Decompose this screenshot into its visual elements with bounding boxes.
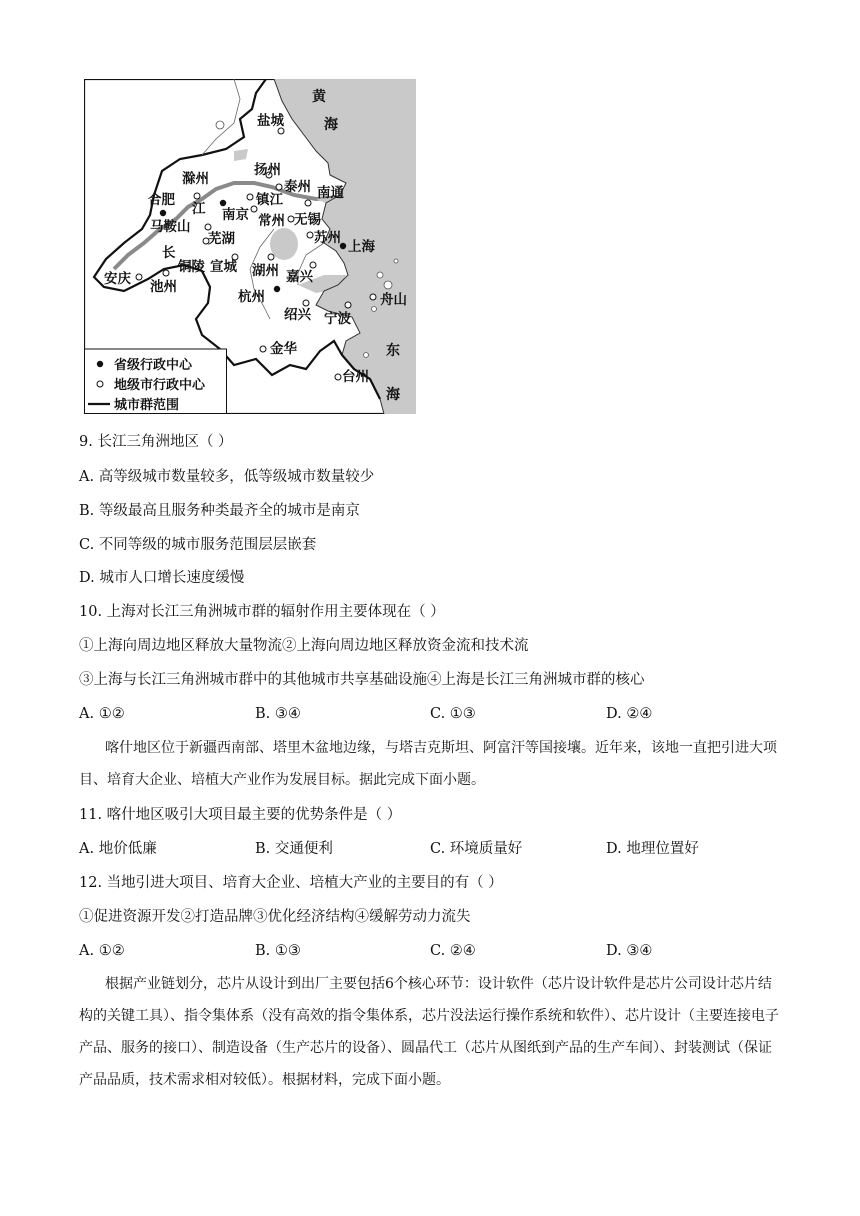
city-label-zhoushan: 舟山 bbox=[380, 292, 407, 308]
question-9-option-c: C. 不同等级的城市服务范围层层嵌套 bbox=[79, 537, 317, 553]
question-10-option-b: B. ③④ bbox=[255, 706, 301, 722]
city-label-chang: 长 bbox=[162, 245, 176, 261]
city-label-taizhou-zj: 台州 bbox=[342, 369, 369, 385]
passage-kashgar-text: 喀什地区位于新疆西南部、塔里木盆地边缘，与塔吉克斯坦、阿富汗等国接壤。近年来，该地一直把引进大项目、培育大企业、培植大产业作为发展目标。据此完成下面小题。 bbox=[79, 740, 777, 788]
question-11-stem: 11. 喀什地区吸引大项目最主要的优势条件是（ ） bbox=[79, 807, 402, 823]
question-12-option-d: D. ③④ bbox=[606, 943, 653, 959]
question-11-option-b: B. 交通便利 bbox=[255, 841, 333, 857]
city-label-hangzhou: 杭州 bbox=[238, 289, 265, 305]
question-12-option-a: A. ①② bbox=[79, 943, 125, 959]
question-12-statements: ①促进资源开发②打造品牌③优化经济结构④缓解劳动力流失 bbox=[79, 909, 471, 925]
city-label-jiang: 江 bbox=[192, 201, 206, 217]
city-label-nanjing: 南京 bbox=[222, 207, 249, 223]
passage-chip-industry-text: 根据产业链划分，芯片从设计到出厂主要包括6个核心环节：设计软件（芯片设计软件是芯片公司设计芯片结构的关键工具）、指令集体系（没有高效的指令集体系，芯片没法运行操作系统和软件）、芯片设计（主要连接电子产品、服务的接口）、制造设备（生产芯片的设备）、圆晶代工（芯片从图纸到产品的生产车间）、封装测试（保证产品品质，技术需求相对较低）。根据材料，完成下面小题。 bbox=[79, 976, 779, 1088]
provincial-marker-hangzhou bbox=[274, 286, 280, 292]
yangtze-delta-map bbox=[84, 79, 416, 414]
city-label-taizhou-js: 泰州 bbox=[284, 179, 311, 195]
city-label-chuzhou: 滁州 bbox=[182, 171, 209, 187]
city-label-shaoxing: 绍兴 bbox=[284, 307, 311, 323]
question-10-statements-1: ①上海向周边地区释放大量物流②上海向周边地区释放资金流和技术流 bbox=[79, 638, 529, 654]
city-label-shanghai: 上海 bbox=[348, 239, 375, 255]
question-12-option-b: B. ①③ bbox=[255, 943, 301, 959]
map-legend bbox=[85, 349, 227, 414]
sea-label-hai2: 海 bbox=[386, 387, 400, 403]
question-12-option-c: C. ②④ bbox=[430, 943, 476, 959]
legend-boundary: 城市群范围 bbox=[114, 398, 180, 413]
question-9-option-d: D. 城市人口增长速度缓慢 bbox=[79, 570, 245, 586]
legend-provincial: 省级行政中心 bbox=[114, 358, 193, 373]
legend-prefectural: 地级市行政中心 bbox=[114, 378, 206, 393]
city-label-yancheng: 盐城 bbox=[257, 113, 284, 129]
city-label-suzhou: 苏州 bbox=[314, 230, 341, 246]
city-label-huzhou: 湖州 bbox=[252, 263, 279, 279]
city-label-nantong: 南通 bbox=[317, 185, 344, 201]
sea-label-huang: 黄 bbox=[312, 89, 326, 105]
question-9-option-a: A. 高等级城市数量较多，低等级城市数量较少 bbox=[79, 469, 375, 485]
provincial-marker-hefei bbox=[160, 210, 166, 216]
question-12-stem: 12. 当地引进大项目、培育大企业、培植大产业的主要目的有（ ） bbox=[79, 875, 503, 891]
question-10-stem: 10. 上海对长江三角洲城市群的辐射作用主要体现在（ ） bbox=[79, 604, 445, 620]
question-9-option-b: B. 等级最高且服务种类最齐全的城市是南京 bbox=[79, 503, 360, 519]
city-label-xuancheng: 宣城 bbox=[210, 259, 237, 275]
question-11-option-d: D. 地理位置好 bbox=[606, 841, 699, 857]
taihu-lake bbox=[270, 228, 298, 260]
city-label-wuhu: 芜湖 bbox=[208, 231, 235, 247]
question-11-option-c: C. 环境质量好 bbox=[430, 841, 523, 857]
city-label-yangzhou: 扬州 bbox=[254, 162, 281, 178]
city-label-zhenjiang: 镇江 bbox=[256, 192, 283, 208]
question-10-statements-2: ③上海与长江三角洲城市群中的其他城市共享基础设施④上海是长江三角洲城市群的核心 bbox=[79, 672, 645, 688]
question-11-option-a: A. 地价低廉 bbox=[79, 841, 157, 857]
city-label-hefei: 合肥 bbox=[148, 192, 175, 208]
sea-label-hai1: 海 bbox=[324, 117, 338, 133]
city-label-maanshan: 马鞍山 bbox=[150, 219, 191, 235]
question-10-option-d: D. ②④ bbox=[606, 706, 653, 722]
legend-prefectural-symbol bbox=[97, 381, 103, 387]
question-10-option-a: A. ①② bbox=[79, 706, 125, 722]
passage-chip-industry bbox=[79, 968, 779, 1096]
city-label-jiaxing: 嘉兴 bbox=[286, 269, 313, 285]
legend-provincial-symbol bbox=[97, 361, 103, 367]
question-10-option-c: C. ①③ bbox=[430, 706, 476, 722]
sea-label-dong: 东 bbox=[386, 343, 400, 359]
provincial-marker-nanjing bbox=[220, 200, 226, 206]
passage-kashgar bbox=[79, 732, 779, 796]
city-label-tongling: 铜陵 bbox=[178, 259, 205, 275]
city-label-anqing: 安庆 bbox=[104, 271, 131, 287]
city-label-changzhou: 常州 bbox=[258, 213, 285, 229]
city-label-jinhua: 金华 bbox=[270, 341, 297, 357]
city-label-chizhou: 池州 bbox=[150, 279, 177, 295]
city-label-wuxi: 无锡 bbox=[294, 212, 321, 228]
question-9-stem: 9. 长江三角洲地区（ ） bbox=[79, 434, 233, 450]
city-label-ningbo: 宁波 bbox=[324, 311, 351, 327]
